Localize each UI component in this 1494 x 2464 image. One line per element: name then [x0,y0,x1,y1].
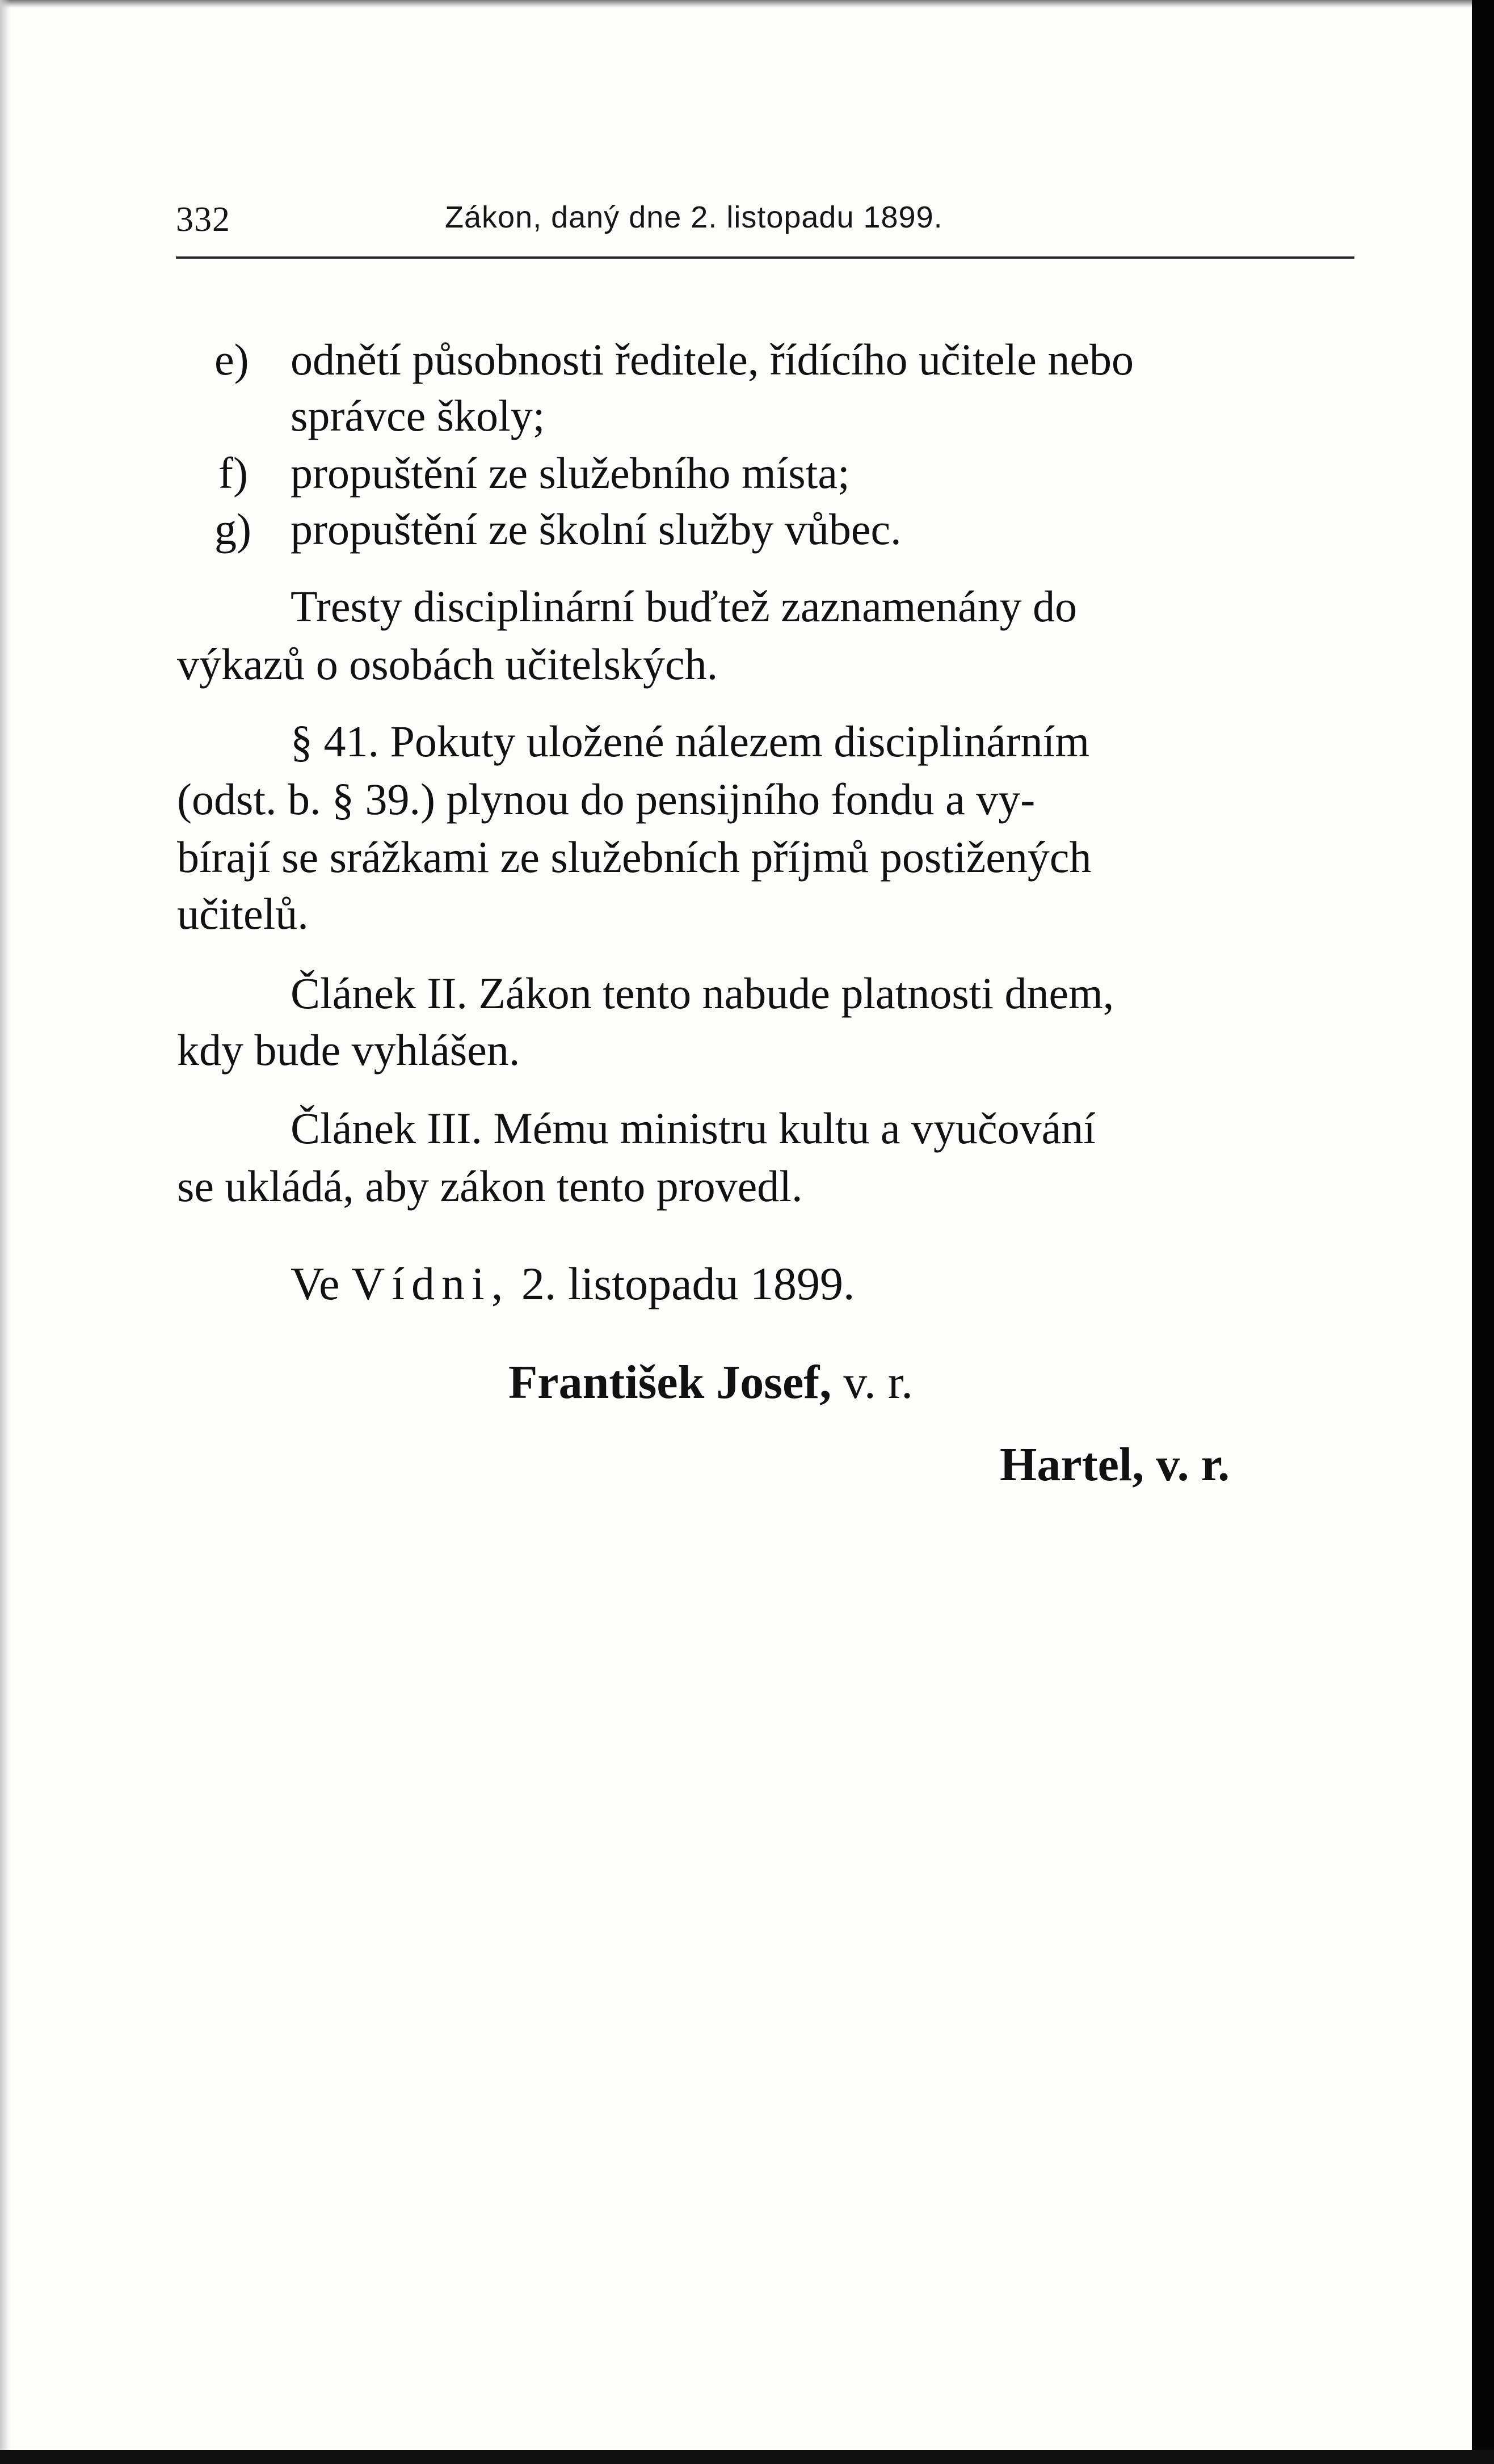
running-title: Zákon, daný dne 2. listopadu 1899. [445,200,943,234]
signature-emperor-suffix: v. r. [843,1356,914,1409]
section-41-line-2: (odst. b. § 39.) plynou do pensijního fondu a vy- [177,774,1036,824]
signature-minister-suffix: v. r. [1156,1438,1230,1491]
list-marker-g: g) [214,504,251,554]
list-item-f-line-1: propuštění ze služebního místa; [291,448,850,498]
signature-emperor-name: František Josef, [508,1356,832,1409]
list-item-e-line-1: odnětí působnosti ředitele, řídícího učitele nebo [291,335,1134,384]
clanek-3-line-2: se ukládá, aby zákon tento provedl. [177,1161,803,1211]
signature-emperor [508,1356,914,1409]
tresty-line-2: výkazů o osobách učitelských. [177,639,718,689]
scan-right-edge [1472,0,1494,2464]
list-marker-f: f) [218,448,248,498]
list-item-g-line-1: propuštění ze školní služby vůbec. [291,504,902,554]
clanek-3-line-1: Článek III. Mému ministru kultu a vyučování [291,1103,1096,1153]
signature-minister [1000,1438,1230,1491]
scan-bottom-edge [0,2450,1494,2464]
section-41-line-1: § 41. Pokuty uložené nálezem disciplinárním [291,717,1089,766]
section-41-line-4: učitelů. [177,889,309,938]
list-marker-e: e) [214,335,249,384]
place-date-text: 2. listopadu 1899. [521,1258,855,1309]
list-item-e-line-2: správce školy; [291,391,545,440]
place-date [291,1258,855,1309]
clanek-2-line-1: Článek II. Zákon tento nabude platnosti dnem, [291,968,1114,1018]
page-number: 332 [176,200,230,239]
header-rule [176,256,1354,259]
page-top-shadow [0,0,1472,8]
section-41-line-3: bírají se srážkami ze služebních příjmů postižených [177,832,1092,882]
tresty-line-1: Tresty disciplinární buďtež zaznamenány do [291,582,1078,631]
clanek-2-line-2: kdy bude vyhlášen. [177,1025,520,1075]
running-head [176,200,1356,251]
page-left-shadow [0,0,10,2450]
signature-minister-name: Hartel, [1000,1438,1144,1491]
place-prefix: Ve [291,1258,340,1309]
place-city: Vídni, [351,1258,510,1309]
